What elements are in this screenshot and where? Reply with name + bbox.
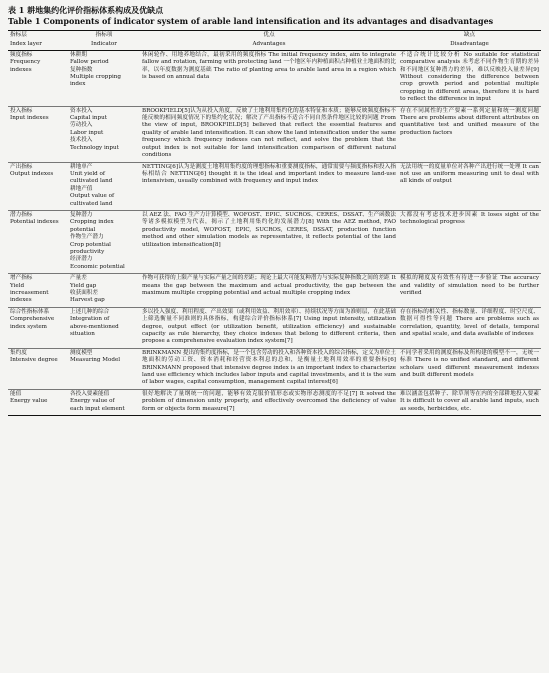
indicator-cell — [68, 106, 140, 162]
table-caption-english: Table 1 Components of indicator system of arable land intensification and its advantages and disadvantages — [8, 16, 494, 26]
header-disadvantage-cn: 缺点 — [398, 31, 541, 41]
indicator-line: situation — [70, 331, 95, 338]
advantages-cell: 很好地解决了量纲统一的问题，能够有效克服价值形态或实物形态测度的不足[7] It solved the problem of dimension unity properly, and effectively overcomed the deficiency of value form or objects form measure[7] — [140, 389, 398, 415]
index-layer-cell — [8, 50, 68, 106]
table-row — [8, 162, 541, 210]
indicator-cell — [68, 307, 140, 348]
table-row — [8, 389, 541, 415]
indicator-line: cultivated land — [70, 200, 113, 207]
header-disadvantage-en: Disadvantage — [398, 40, 541, 50]
indicator-cell — [68, 162, 140, 210]
indicator-line: each input element — [70, 405, 125, 412]
advantages-cell: 休闲轮作、用地养地结合，最初采用的频度指标 The initial frequency index, aim to integrate fallow and rotation, farming with protecting land 一个地区年内种植面积占种植业土地面积的比率，以年度数据为测度基础 The ratio of planting area to arable land area in a region which is based on annual data — [140, 50, 398, 106]
header-indicator-cn: 指标项 — [68, 31, 140, 41]
indicator-line: 休耕期 — [70, 51, 87, 58]
indicator-line: Integration of — [70, 316, 110, 323]
indicator-line: 耕地单产 — [70, 163, 93, 170]
disadvantages-cell: 存在不同属性的生产要素一系列定量和统一测度问题 There are problems about different attributes on quantitative test and unified measure of the production factors — [398, 106, 541, 162]
index-layer-line: Frequency — [10, 59, 41, 66]
index-layer-line: Energy value — [10, 398, 48, 405]
indicator-line: Crop potential — [70, 241, 111, 248]
index-layer-line: 综合性指标体系 — [10, 308, 50, 315]
header-index-layer-en: Index layer — [8, 40, 68, 50]
indicator-line: 收获面积差 — [70, 290, 98, 296]
indicator-line: Output value of — [70, 193, 115, 200]
indicator-line: Cropping index — [70, 219, 114, 226]
indicator-line: productivity — [70, 248, 105, 255]
index-layer-line: Intensive degree — [10, 357, 58, 364]
table-row — [8, 348, 541, 389]
index-layer-cell — [8, 274, 68, 308]
header-advantages-cn: 优点 — [140, 31, 398, 41]
index-layer-cell — [8, 162, 68, 210]
indicator-line: 耕地产值 — [70, 185, 93, 192]
indicator-line: Yield gap — [70, 282, 97, 289]
index-layer-line: increasement — [10, 290, 49, 296]
indicator-line: cultivated land — [70, 178, 113, 185]
index-layer-line: indexes — [10, 297, 32, 304]
indicator-line: Measuring Model — [70, 357, 121, 364]
indicator-cell — [68, 274, 140, 308]
index-layer-line: 产出指标 — [10, 163, 33, 170]
disadvantages-cell: 存在指标的相关性、指标数量、详细程度、时空尺度、数据可得性等问题 There are problems such as correlation, quantity, level of details, temporal and spatial scale, and data available of indexes — [398, 307, 541, 348]
indicator-line: Energy value of — [70, 398, 115, 405]
index-layer-line: 增产指标 — [10, 275, 33, 282]
index-layer-cell — [8, 106, 68, 162]
indicator-line: above-mentioned — [70, 323, 119, 330]
index-layer-line: index system — [10, 323, 47, 330]
table-caption-chinese: 表 1 耕地集约化评价指标体系构成及优缺点 — [8, 5, 164, 15]
table-row — [8, 50, 541, 106]
indicator-line: Unit yield of — [70, 170, 105, 177]
advantages-cell: 以 AEZ 法、FAO 生产力计算模型、WOFOST、EPIC、SUCROS、CERES、DSSAT、生产函数法等诸多模拟模型为代表，揭示了土地利用集约化的发展潜力[8] With the AEZ method, FAO productivity model, WOFOST, EPIC, SUCROS, CERES, DSSAT, production function method and other simulation models as representative, it reflects potential of the land utilization intensification[8] — [140, 210, 398, 273]
disadvantages-cell: 模拟的精度及有效性有待进一步验证 The accuracy and validity of simulation need to be further verified — [398, 274, 541, 308]
index-layer-line: 潜力指标 — [10, 211, 33, 218]
advantages-cell: BRINKMANN 提出的集约度指标，是一个包含劳动的投入和各种资本投入的综合指标，定义为单位土地面积的劳动工资、资本消耗和经营资本利息的总和，是衡量土地利用效率的重要指标[6] BRINKMANN proposed that intensive degree index is an important index to characterize land use efficiency which includes labor inputs and capital investments, and it is the sum of labor wages, capital consumption, management capital interest[6] — [140, 348, 398, 389]
header-row-chinese — [8, 31, 541, 41]
index-layer-cell — [8, 389, 68, 415]
advantages-cell: 作物可获得的上限产量与实际产量之间的差距；现论上最大可能复种潜力与实际复种指数之间的差距 It means the gap between the maximum and actual productivity, the gap between the maximum multiple cropping potential and actual multiple cropping index — [140, 274, 398, 308]
indicator-line: Capital input — [70, 115, 107, 122]
advantages-cell: NETTING[6]认为是测度土地利用集约度的理想指标和重要测度指标，通常需要与频度指标和投入指标相结合 NETTING[6] thought it is the ideal and important index to measure land-use intensivism, usually combined with frequency and input index — [140, 162, 398, 210]
indicator-line: 经济潜力 — [70, 256, 93, 263]
advantages-cell: 多以投入强度、利用程度、产出效果（或利用效益、利用效率）、持续状况等方面为准则层，在此基础上筛选衡量不同准则的具体指标，构建综合评价指标体系[7] Using input intensity, utilization degree, output effect (or utilization benefit, utilization efficiency) and sustainable capacity as rule hierarchy, they choice indexes that belong to different criteria, then propose a comprehensive evaluation index system[7] — [140, 307, 398, 348]
indicator-line: 资本投入 — [70, 107, 93, 114]
indicator-line: 测度模型 — [70, 349, 93, 356]
disadvantages-cell: 无法用统一的度量单位对各种产出进行统一处理 It can not use an uniform measuring unit to deal with all kinds of output — [398, 162, 541, 210]
header-row-english — [8, 40, 541, 50]
table-body — [8, 50, 541, 415]
indicator-line: 产量差 — [70, 275, 87, 282]
indicator-line: index — [70, 81, 86, 88]
table-row — [8, 210, 541, 273]
index-layer-line: Input indexes — [10, 115, 49, 122]
indicator-line: 复种潜力 — [70, 211, 93, 218]
indicator-line: Multiple cropping — [70, 74, 121, 81]
advantages-cell: BROOKFIELD[5]认为从投入角度，反映了土地利用集约化的基本特征和本质；能够反映频度指标不能反映的相同频度情况下的集约化状况；解决了产出指标不适合不同自然条件地区比较的问题 From the view of input, BROOKFIELD[5] believed that reflect the essential features and quality of arable land intensification. It can show the land intensification under the same frequency which frequency indexes can not reflect, and solve the problem that the output index is not suitable for land intensification comparison of different natural conditions — [140, 106, 398, 162]
indicator-line: 上述几种的综合 — [70, 308, 110, 315]
index-layer-line: Comprehensive — [10, 316, 55, 323]
index-layer-line: Yield — [10, 282, 25, 289]
indicator-cell — [68, 348, 140, 389]
indicator-line: 作物生产潜力 — [70, 234, 104, 241]
indicator-line: Fallow period — [70, 59, 109, 66]
header-index-layer-cn: 指标层 — [8, 31, 68, 41]
table-row — [8, 307, 541, 348]
header-advantages-en: Advantages — [140, 40, 398, 50]
index-layer-line: Output indexes — [10, 170, 54, 177]
index-layer-line: Potential indexes — [10, 219, 59, 226]
disadvantages-cell: 大都没有考虑技术进步因素 It loses sight of the technological progress — [398, 210, 541, 273]
index-layer-line: indexes — [10, 66, 32, 73]
index-layer-line: 集约度 — [10, 349, 27, 356]
indicator-line: 劳动投入 — [70, 122, 93, 129]
disadvantages-cell: 不同学者采用的测度指标及所构建的模型不一，无统一标准 There is no unified standard, and different scholars used different measurement indexes and built different models — [398, 348, 541, 389]
indicator-line: Harvest gap — [70, 297, 105, 304]
indicator-line: 技术投入 — [70, 137, 93, 144]
indicator-line: potential — [70, 226, 96, 233]
index-layer-line: 投入指标 — [10, 107, 33, 114]
index-layer-cell — [8, 210, 68, 273]
index-layer-line: 能值 — [10, 390, 22, 397]
disadvantages-cell: 不适合统计比较分析 No suitable for statistical comparative analysis 未考虑不同作物生育期的差异和不同地区复种潜力的差异，难以反映投入量差异[9] Without considering the difference between crop growth period and potential multiple cropping in different areas, therefore it is hard to reflect the difference in input — [398, 50, 541, 106]
indicator-line: 复种指数 — [70, 66, 93, 73]
disadvantages-cell: 难以涵盖包括种子、除草剂等在内的全部耕地投入要素 It is difficult to cover all arable land inputs, such as seeds, herbicides, etc. — [398, 389, 541, 415]
indicator-line: Economic potential — [70, 263, 125, 270]
table-row — [8, 274, 541, 308]
indicator-line: Labor input — [70, 129, 104, 136]
indicator-cell — [68, 50, 140, 106]
header-indicator-en: Indicator — [68, 40, 140, 50]
indicator-cell — [68, 389, 140, 415]
index-layer-line: 频度指标 — [10, 51, 33, 58]
indicator-line: Technology input — [70, 144, 119, 151]
indicator-line: 各投入要素能值 — [70, 390, 110, 397]
indicator-cell — [68, 210, 140, 273]
index-layer-cell — [8, 348, 68, 389]
indicator-system-table — [8, 30, 541, 416]
index-layer-cell — [8, 307, 68, 348]
table-row — [8, 106, 541, 162]
